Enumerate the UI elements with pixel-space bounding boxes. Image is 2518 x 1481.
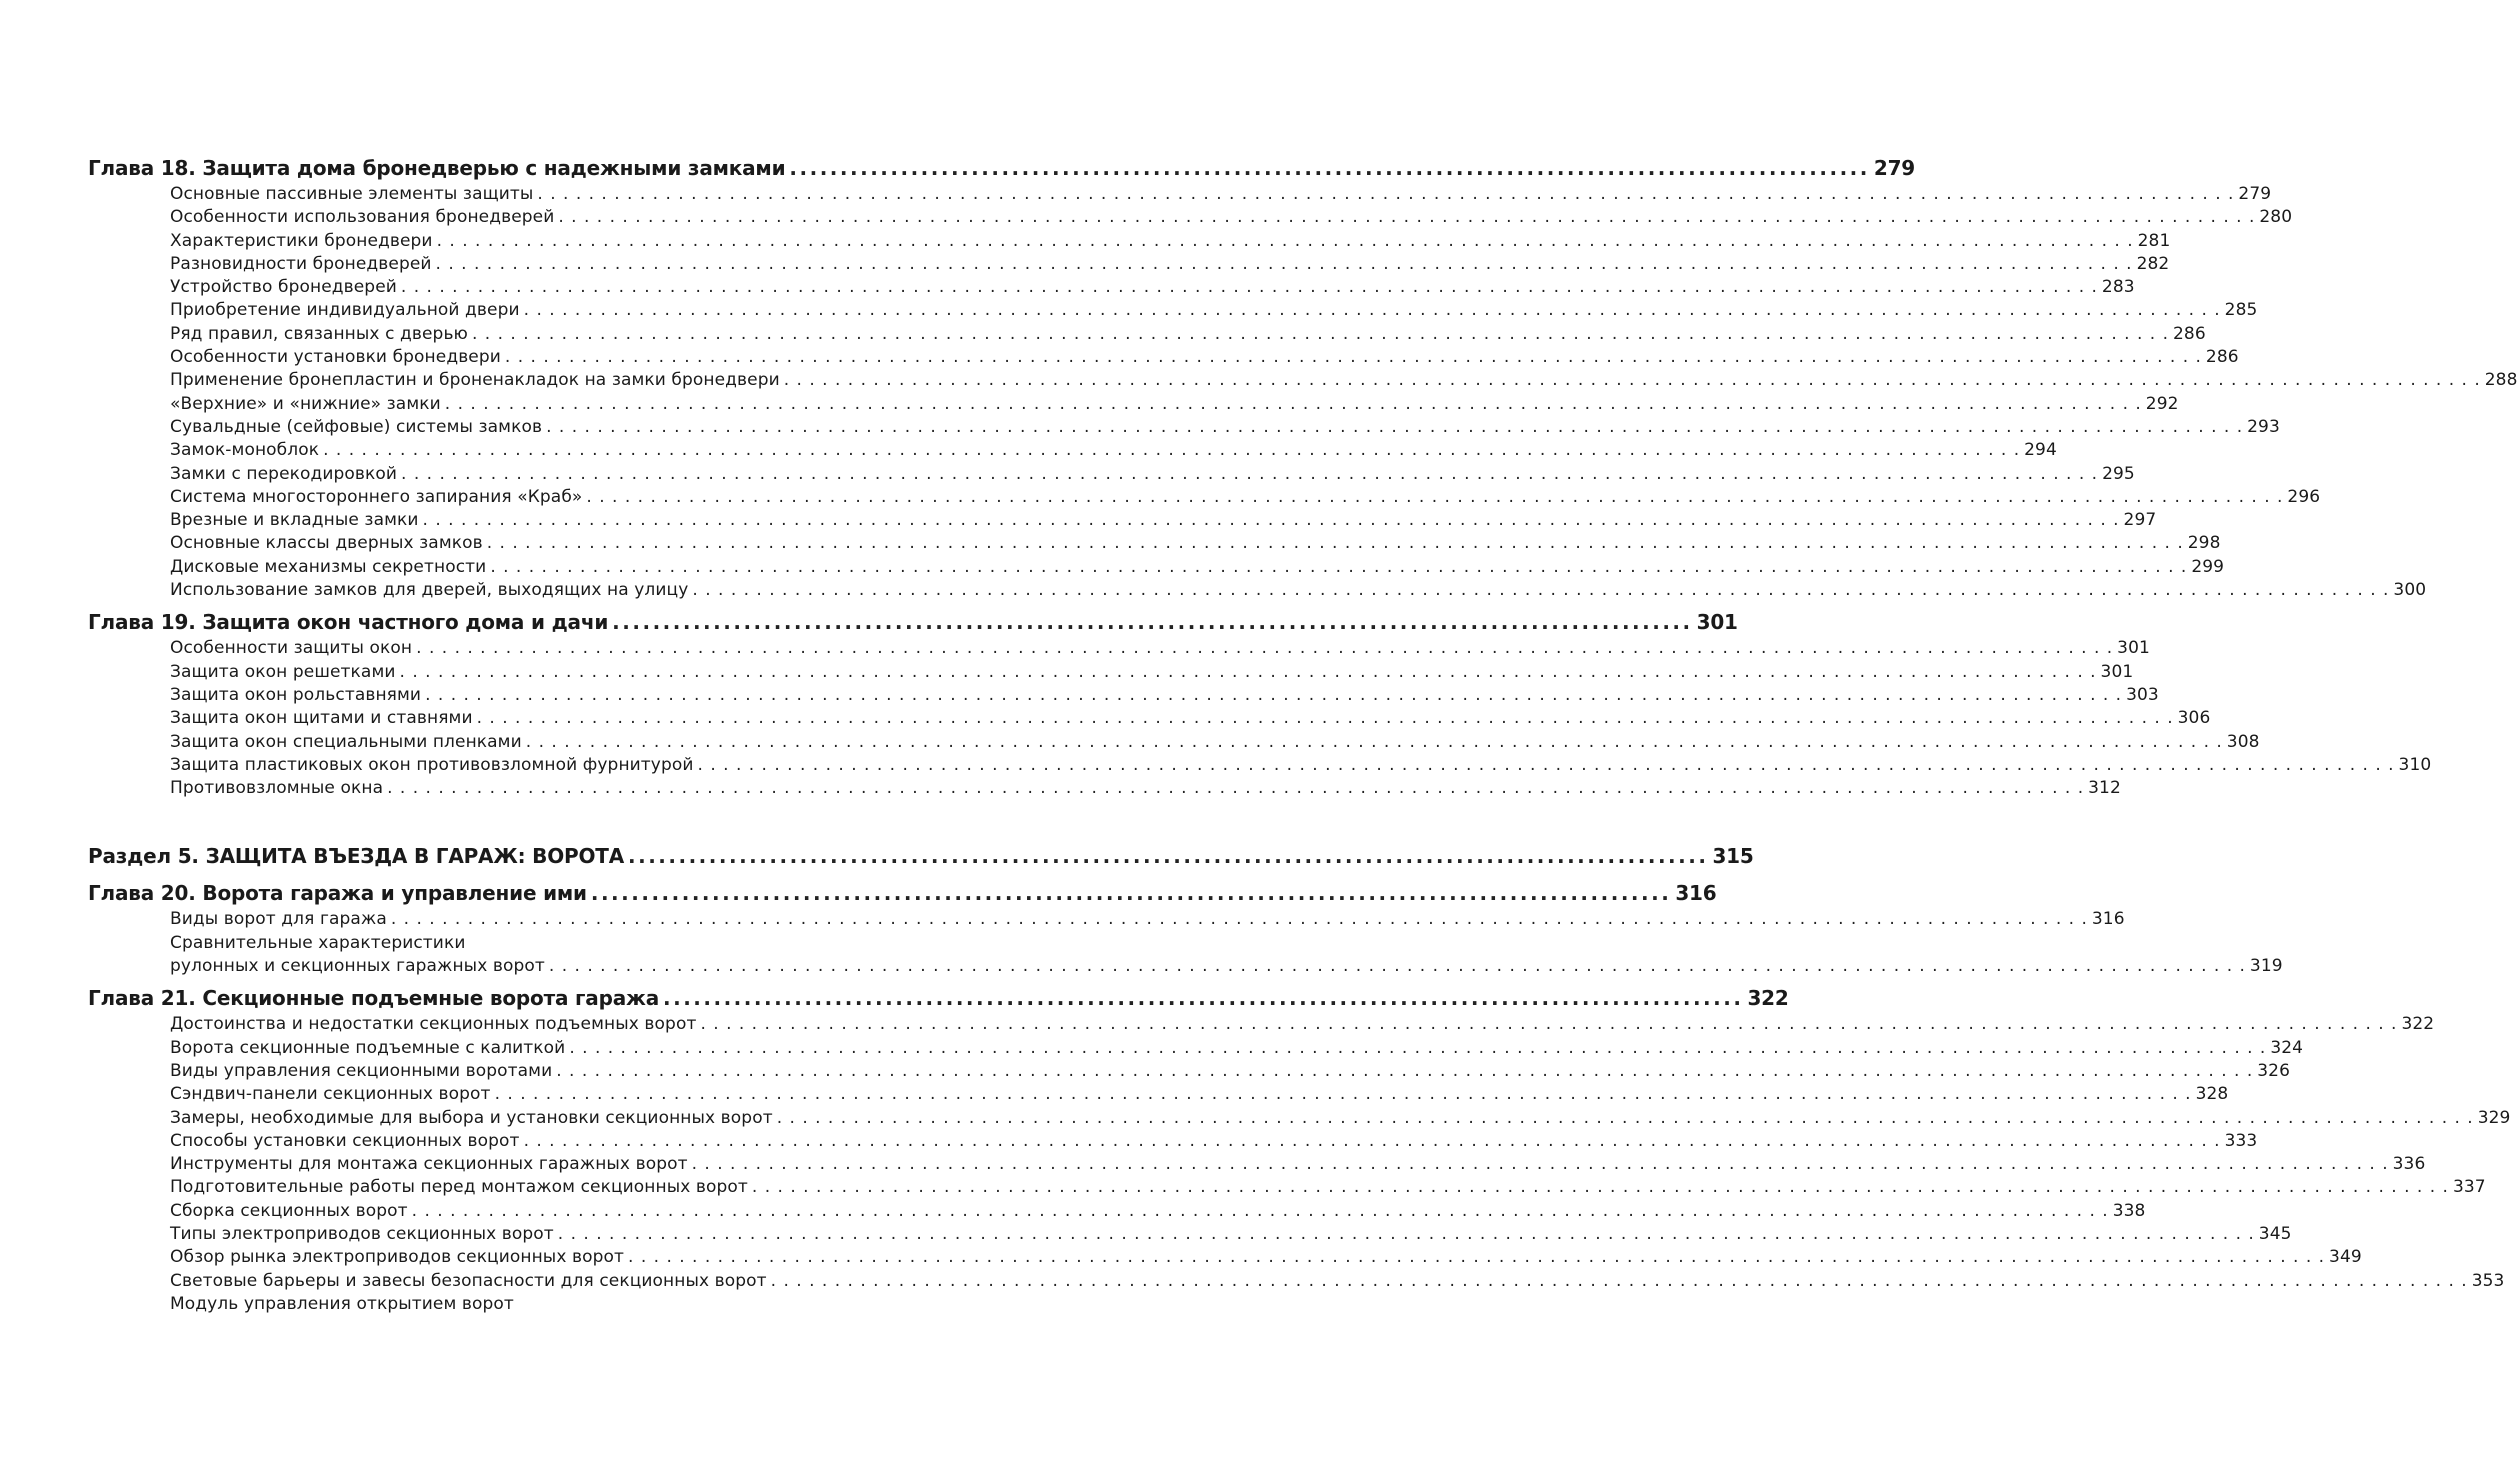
dot-leader — [698, 754, 2395, 777]
entry-page-number: 301 — [2117, 638, 2150, 659]
entry-page-number: 329 — [2477, 1107, 2511, 1128]
toc-entry[interactable] — [170, 754, 2432, 777]
dot-leader — [445, 393, 2142, 416]
entry-title: Сувальдные (сейфовые) системы замков — [170, 416, 543, 437]
dot-leader — [789, 154, 1869, 182]
dot-leader — [401, 463, 2098, 486]
entry-title: Модуль управления открытием ворот — [170, 1293, 514, 1314]
entry-list — [88, 1013, 2511, 1316]
toc-entry[interactable] — [170, 393, 2179, 416]
toc-entry[interactable] — [170, 1107, 2511, 1130]
dot-leader — [387, 777, 2084, 800]
dot-leader — [487, 532, 2184, 555]
dot-leader — [490, 556, 2187, 579]
entry-title: Основные классы дверных замков — [170, 533, 483, 554]
dot-leader — [537, 183, 2234, 206]
toc-entry[interactable] — [170, 183, 2272, 206]
entry-title: Система многостороннего запирания «Краб» — [170, 486, 583, 507]
toc-entry[interactable] — [170, 1200, 2146, 1223]
entry-page-number: 281 — [2137, 230, 2171, 251]
heading-title: Глава 21. Секционные подъемные ворота гаража — [88, 986, 659, 1011]
dot-leader — [628, 1246, 2325, 1269]
entry-title: Достоинства и недостатки секционных подъемных ворот — [170, 1014, 697, 1035]
entry-title: Особенности защиты окон — [170, 638, 413, 659]
entry-title: «Верхние» и «нижние» замки — [170, 393, 441, 414]
dot-leader — [437, 230, 2134, 253]
entry-page-number: 338 — [2112, 1200, 2146, 1221]
toc-entry[interactable] — [170, 346, 2239, 369]
entry-title: Ряд правил, связанных с дверью — [170, 323, 468, 344]
entry-page-number: 312 — [2088, 778, 2121, 799]
toc-entry[interactable] — [170, 253, 2170, 276]
dot-leader — [524, 1130, 2221, 1153]
entry-title: Сборка секционных ворот — [170, 1200, 408, 1221]
dot-leader — [771, 1270, 2468, 1293]
dot-leader — [401, 276, 2098, 299]
entry-page-number: 279 — [2238, 184, 2272, 204]
dot-leader — [412, 1200, 2109, 1223]
entry-title: Защита окон решетками — [170, 661, 396, 682]
entry-page-number: 301 — [2100, 661, 2134, 682]
toc-entry[interactable] — [170, 637, 2150, 660]
entry-title: Приобретение индивидуальной двери — [170, 300, 520, 321]
toc-entry[interactable] — [170, 684, 2159, 707]
dot-leader — [472, 323, 2169, 346]
entry-title: Устройство бронедверей — [170, 277, 397, 298]
entry-page-number: 324 — [2270, 1037, 2304, 1058]
entry-title: Ворота секционные подъемные с калиткой — [170, 1037, 566, 1058]
entry-title: Дисковые механизмы секретности — [170, 556, 487, 577]
entry-page-number: 308 — [2226, 731, 2260, 752]
dot-leader — [323, 439, 2020, 462]
entry-page-number: 283 — [2101, 277, 2135, 298]
dot-leader — [546, 416, 2243, 439]
entry-title: Сравнительные характеристики — [170, 932, 466, 953]
toc-entry[interactable] — [170, 463, 2135, 486]
toc-entry[interactable] — [170, 579, 2427, 602]
entry-page-number: 310 — [2398, 754, 2432, 775]
entry-page-number: 298 — [2187, 533, 2221, 554]
dot-leader — [391, 908, 2088, 931]
dot-leader — [569, 1037, 2266, 1060]
table-of-contents — [88, 154, 2518, 1316]
entry-title: Врезные и вкладные замки — [170, 510, 419, 531]
toc-entry[interactable] — [170, 532, 2221, 555]
entry-page-number: 286 — [2205, 347, 2239, 368]
heading-title: Глава 19. Защита окон частного дома и дачи — [88, 610, 609, 635]
toc-entry[interactable] — [170, 1037, 2304, 1060]
entry-title: Замок-моноблок — [170, 440, 320, 461]
chapter-heading[interactable] — [88, 879, 1717, 907]
toc-entry[interactable] — [170, 230, 2171, 253]
entry-title: Особенности установки бронедвери — [170, 347, 501, 368]
entry-list — [88, 908, 2283, 978]
dot-leader — [784, 369, 2481, 392]
entry-list — [88, 183, 2518, 602]
chapter-heading[interactable] — [88, 154, 1916, 182]
entry-title: Основные пассивные элементы защиты — [170, 184, 534, 204]
entry-title-continued: рулонных и секционных гаражных ворот — [170, 956, 545, 977]
entry-page-number: 282 — [2136, 253, 2170, 274]
dot-leader — [663, 984, 1743, 1012]
dot-leader — [556, 1060, 2253, 1083]
entry-page-number: 322 — [2401, 1014, 2435, 1035]
entry-page-number: 288 — [2484, 370, 2518, 391]
entry-title: Защита окон специальными пленками — [170, 731, 522, 752]
chapter-heading[interactable] — [88, 984, 1789, 1012]
toc-entry[interactable] — [170, 908, 2125, 931]
dot-leader — [436, 253, 2133, 276]
toc-entry[interactable] — [170, 1060, 2291, 1083]
dot-leader — [425, 684, 2122, 707]
entry-page-number: 333 — [2224, 1130, 2258, 1151]
entry-page-number: 353 — [2471, 1270, 2505, 1291]
toc-entry[interactable] — [170, 1293, 898, 1316]
entry-page-number: 306 — [2177, 708, 2211, 729]
entry-title: Виды управления секционными воротами — [170, 1060, 553, 1081]
dot-leader — [700, 1013, 2397, 1036]
entry-page-number: 336 — [2392, 1154, 2426, 1175]
heading-page-number: 279 — [1873, 156, 1916, 180]
entry-page-number: 295 — [2102, 463, 2135, 484]
entry-page-number: 326 — [2257, 1060, 2291, 1081]
entry-title: Подготовительные работы перед монтажом секционных ворот — [170, 1177, 748, 1198]
dot-leader — [752, 1176, 2449, 1199]
entry-title: Способы установки секционных ворот — [170, 1130, 520, 1151]
toc-entry[interactable] — [170, 206, 2293, 229]
toc-entry[interactable] — [170, 1270, 2505, 1293]
entry-title: Защита окон рольставнями — [170, 684, 422, 705]
entry-page-number: 292 — [2145, 393, 2179, 414]
entry-page-number: 337 — [2452, 1177, 2486, 1198]
entry-page-number: 300 — [2393, 580, 2427, 601]
toc-entry[interactable] — [170, 955, 2283, 978]
toc-entry[interactable] — [170, 1246, 2362, 1269]
entry-page-number: 294 — [2024, 440, 2057, 461]
entry-page-number: 349 — [2329, 1247, 2362, 1268]
dot-leader — [612, 608, 1692, 636]
toc-entry[interactable] — [170, 1223, 2292, 1246]
heading-title: Глава 18. Защита дома бронедверью с надежными замками — [88, 156, 786, 180]
entry-page-number: 293 — [2247, 416, 2280, 437]
entry-list — [88, 637, 2432, 800]
toc-entry[interactable] — [170, 439, 2057, 462]
toc-entry[interactable] — [170, 276, 2135, 299]
entry-page-number: 316 — [2091, 909, 2125, 930]
dot-leader — [558, 206, 2255, 229]
heading-page-number: 301 — [1696, 610, 1738, 635]
entry-page-number: 299 — [2191, 556, 2225, 577]
toc-entry[interactable] — [170, 707, 2211, 730]
entry-title: Замки с перекодировкой — [170, 463, 398, 484]
entry-page-number: 303 — [2126, 684, 2159, 705]
entry-title: Защита окон щитами и ставнями — [170, 708, 473, 729]
dot-leader — [692, 1153, 2389, 1176]
dot-leader — [628, 842, 1708, 870]
entry-title: Применение бронепластин и броненакладок на замки бронедвери — [170, 370, 780, 391]
dot-leader — [400, 661, 2097, 684]
toc-entry[interactable] — [170, 1013, 2435, 1036]
entry-page-number: 286 — [2172, 323, 2206, 344]
heading-page-number: 322 — [1747, 986, 1789, 1011]
entry-title: Особенности использования бронедверей — [170, 207, 555, 228]
dot-leader — [505, 346, 2202, 369]
toc-entry[interactable] — [170, 731, 2260, 754]
dot-leader — [526, 731, 2223, 754]
dot-leader — [416, 637, 2113, 660]
entry-title: Сэндвич-панели секционных ворот — [170, 1084, 491, 1105]
entry-title: Характеристики бронедвери — [170, 230, 433, 251]
entry-title: Инструменты для монтажа секционных гаражных ворот — [170, 1154, 688, 1175]
entry-title: Защита пластиковых окон противовзломной фурнитурой — [170, 754, 694, 775]
heading-page-number: 315 — [1712, 844, 1754, 869]
toc-entry[interactable] — [170, 556, 2225, 579]
entry-title: Разновидности бронедверей — [170, 253, 432, 274]
chapter-heading[interactable] — [88, 608, 1738, 636]
toc-entry[interactable] — [170, 661, 2134, 684]
toc-entry[interactable] — [170, 323, 2206, 346]
dot-leader — [477, 707, 2174, 730]
entry-page-number: 319 — [2249, 956, 2283, 977]
dot-leader — [524, 299, 2221, 322]
toc-entry[interactable] — [170, 369, 2518, 392]
toc-entry[interactable] — [170, 777, 2121, 800]
toc-entry-line[interactable] — [170, 932, 898, 955]
entry-title: Противовзломные окна — [170, 778, 384, 799]
entry-title: Использование замков для дверей, выходящих на улицу — [170, 580, 689, 601]
heading-title: Глава 20. Ворота гаража и управление ими — [88, 881, 587, 906]
toc-entry[interactable] — [170, 1176, 2486, 1199]
entry-page-number: 280 — [2259, 207, 2293, 228]
dot-leader — [423, 509, 2120, 532]
heading-title: Раздел 5. ЗАЩИТА ВЪЕЗДА В ГАРАЖ: ВОРОТА — [88, 844, 624, 869]
entry-page-number: 296 — [2287, 486, 2321, 507]
dot-leader — [549, 955, 2246, 978]
heading-page-number: 316 — [1675, 881, 1717, 906]
entry-page-number: 285 — [2224, 300, 2258, 321]
section-heading[interactable] — [88, 842, 1754, 870]
entry-page-number: 345 — [2258, 1223, 2292, 1244]
toc-entry[interactable] — [170, 416, 2280, 439]
dot-leader — [777, 1107, 2474, 1130]
dot-leader — [558, 1223, 2255, 1246]
toc-entry[interactable] — [170, 509, 2157, 532]
toc-entry[interactable] — [170, 1083, 2229, 1106]
dot-leader — [692, 579, 2389, 602]
entry-title: Замеры, необходимые для выбора и установки секционных ворот — [170, 1107, 773, 1128]
entry-page-number: 328 — [2195, 1084, 2229, 1105]
toc-entry[interactable] — [170, 1130, 2258, 1153]
dot-leader — [591, 879, 1671, 907]
toc-entry[interactable] — [170, 486, 2321, 509]
entry-page-number: 297 — [2123, 510, 2157, 531]
entry-title: Типы электроприводов секционных ворот — [170, 1223, 554, 1244]
dot-leader — [586, 486, 2283, 509]
toc-entry[interactable] — [170, 299, 2258, 322]
entry-title: Световые барьеры и завесы безопасности для секционных ворот — [170, 1270, 767, 1291]
toc-entry[interactable] — [170, 1153, 2426, 1176]
entry-title: Виды ворот для гаража — [170, 909, 387, 930]
dot-leader — [495, 1083, 2192, 1106]
entry-title: Обзор рынка электроприводов секционных ворот — [170, 1247, 625, 1268]
